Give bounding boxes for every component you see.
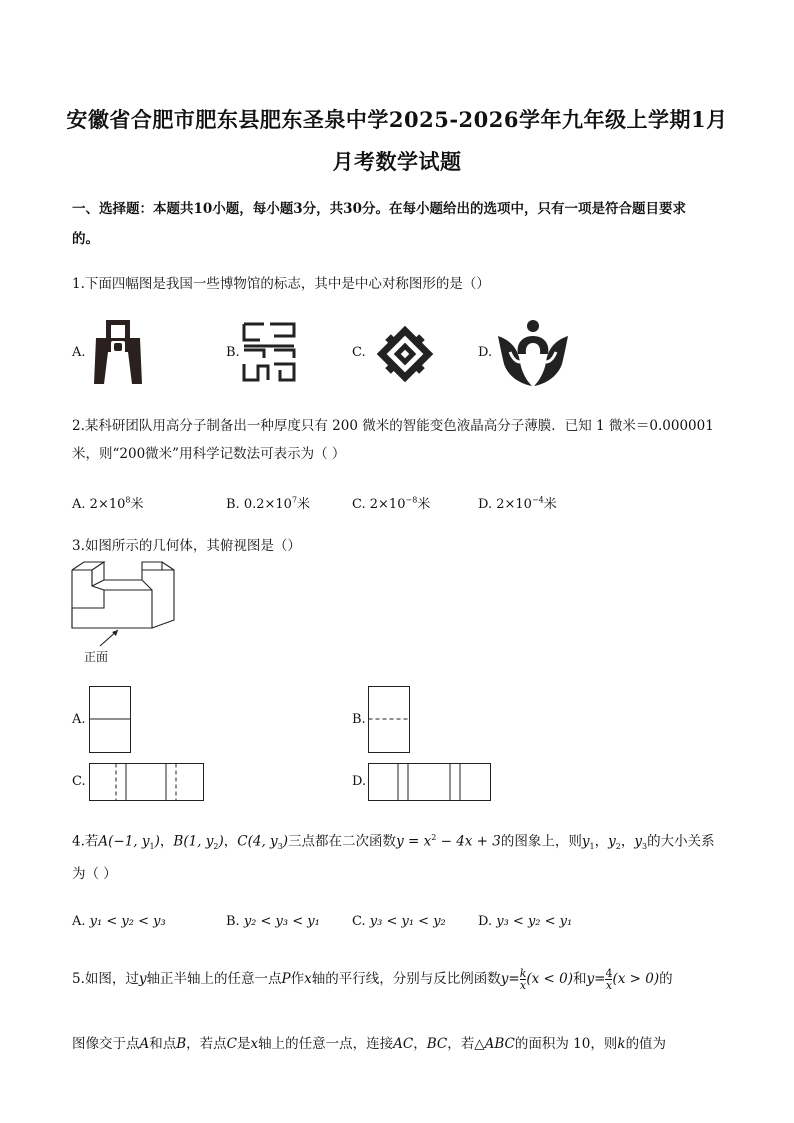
q3-option-b-figure [368,686,412,754]
page-title-line2: 月考数学试题 [332,149,462,174]
section-heading: 一、选择题：本题共10小题，每小题3分，共30分。在每小题给出的选项中，只有一项是符合题目要求 [72,201,686,217]
q5-stem-line2: 图像交于点A和点B，若点C是x轴上的任意一点，连接AC，BC，若△ABC的面积为 10，则k的值为 [72,1036,667,1052]
q2-option-b: B. $0.2\times 10^7$米 [226,495,311,512]
q3-option-a-figure [89,686,133,754]
q4-stem-line1: 4.若A(−1, $y_1$)，B(1, $y_2$)，C(4, $y_3$)三点都在二次函数$y = x^2 - 4x + 3$的图象上，则$y_1$，$y_2$，$y_3$的大小关系 [72,833,715,852]
q3-option-d-figure [368,763,492,803]
q3-option-c-label: C. [72,774,86,789]
q1-stem: 1.下面四幅图是我国一些博物馆的标志，其中是中心对称图形的是（） [72,276,490,292]
q2-stem-line2: 米，则“200微米”用科学记数法可表示为（ ） [72,446,346,462]
q3-option-b-label: B. [352,712,366,727]
q1-option-a-label: A. [72,345,86,360]
q2-stem-line1: 2.某科研团队用高分子制备出一种厚度只有 200 微米的智能变色液晶高分子薄膜．已知 1 微米＝0.000001 [72,418,714,434]
q4-stem-line2: 为（ ） [72,866,117,882]
q5-stem-line1: 5.如图，过y轴正半轴上的任意一点P作x轴的平行线，分别与反比例函数y= $\frac{k}{x}$ (x < 0)和y= $\frac{4}{x}$ (x > 0)的 [72,967,673,992]
q3-option-d-label: D. [352,774,367,789]
q2-option-d: D. $2\times 10^{-4}$米 [478,495,557,512]
q4-option-c: C. y₃ < y₁ < y₂ [352,914,446,929]
museum-logo-a-icon [88,318,148,388]
q1-option-c-label: C. [352,345,366,360]
q1-option-b-label: B. [226,345,240,360]
page-title-line1: 安徽省合肥市肥东县肥东圣泉中学2025-2026学年九年级上学期1月 [66,107,728,132]
q4-option-d: D. y₃ < y₂ < y₁ [478,914,573,929]
q3-stem: 3.如图所示的几何体，其俯视图是（） [72,538,301,554]
section-heading-cont: 的。 [72,231,99,247]
q2-option-a: A. $2\times 10^8$米 [72,495,144,512]
museum-logo-d-icon [494,318,572,388]
museum-logo-b-icon [240,320,298,384]
q3-option-a-label: A. [72,712,86,727]
q4-option-a: A. y₁ < y₂ < y₃ [72,914,166,929]
q4-option-b: B. y₂ < y₃ < y₁ [226,914,320,929]
q2-option-c: C. $2\times 10^{-8}$米 [352,495,431,512]
q3-option-c-figure [89,763,205,803]
q1-option-d-label: D. [478,345,493,360]
geometric-solid-figure [70,560,180,650]
museum-logo-c-icon [368,318,442,390]
front-view-label: 正面 [84,650,109,664]
